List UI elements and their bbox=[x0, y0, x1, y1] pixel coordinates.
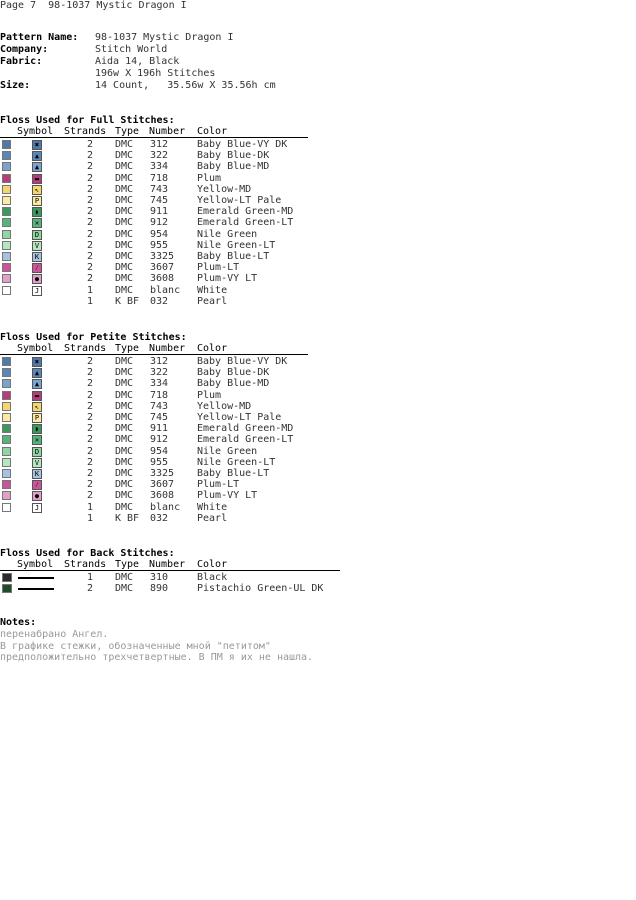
color-swatch bbox=[2, 274, 11, 283]
type-cell: DMC bbox=[115, 501, 134, 513]
color-swatch bbox=[2, 503, 11, 512]
strands-cell: 2 bbox=[87, 273, 94, 285]
stitch-symbol-icon: D bbox=[32, 447, 42, 457]
type-cell: DMC bbox=[115, 412, 134, 423]
number-cell: 745 bbox=[150, 195, 169, 206]
stitch-symbol-icon: ⁄ bbox=[32, 480, 42, 490]
number-cell: 3325 bbox=[150, 468, 175, 479]
color-swatch bbox=[2, 241, 11, 250]
col-header-type: Type bbox=[115, 126, 140, 137]
type-cell: DMC bbox=[115, 195, 134, 206]
stitch-symbol-icon: ↖ bbox=[32, 185, 42, 195]
number-cell: 745 bbox=[150, 412, 169, 423]
type-cell: DMC bbox=[115, 400, 134, 412]
color-name-cell: White bbox=[197, 284, 228, 296]
type-cell: DMC bbox=[115, 367, 134, 379]
type-cell: DMC bbox=[115, 456, 134, 468]
type-cell: K BF bbox=[115, 295, 140, 307]
stitch-symbol-icon: ✖ bbox=[32, 140, 42, 150]
strands-cell: 2 bbox=[87, 389, 94, 401]
color-name-cell: Pearl bbox=[197, 512, 228, 524]
strands-cell: 2 bbox=[87, 206, 94, 218]
number-cell: 718 bbox=[150, 389, 169, 401]
color-name-cell: Emerald Green-LT bbox=[197, 217, 294, 229]
color-swatch bbox=[2, 174, 11, 183]
color-name-cell: Baby Blue-DK bbox=[197, 367, 270, 379]
page-header: Page 7 98-1037 Mystic Dragon I bbox=[0, 0, 187, 11]
color-swatch bbox=[2, 230, 11, 239]
color-swatch bbox=[2, 357, 11, 366]
color-swatch bbox=[2, 480, 11, 489]
color-swatch bbox=[2, 263, 11, 272]
stitch-symbol-icon: D bbox=[32, 230, 42, 240]
number-cell: 890 bbox=[150, 583, 169, 595]
col-header-symbol: Symbol bbox=[17, 126, 54, 137]
number-cell: 312 bbox=[150, 139, 169, 150]
number-cell: 3607 bbox=[150, 262, 175, 274]
stitch-symbol-icon: ◗ bbox=[32, 207, 42, 217]
color-swatch bbox=[2, 424, 11, 433]
color-swatch bbox=[2, 151, 11, 160]
stitch-symbol-icon: ▬ bbox=[32, 174, 42, 184]
color-swatch bbox=[2, 140, 11, 149]
back-section-title: Floss Used for Back Stitches: bbox=[0, 548, 175, 559]
col-header-color: Color bbox=[197, 343, 228, 354]
stitch-symbol-icon: ▲ bbox=[32, 368, 42, 378]
color-name-cell: Plum-VY LT bbox=[197, 490, 258, 502]
color-name-cell: Baby Blue-MD bbox=[197, 161, 270, 173]
color-swatch bbox=[2, 469, 11, 478]
color-swatch bbox=[2, 458, 11, 467]
strands-cell: 2 bbox=[87, 468, 94, 479]
notes-line: перенабрано Ангел. bbox=[0, 629, 109, 640]
col-header-strands: Strands bbox=[64, 126, 107, 137]
color-swatch bbox=[2, 447, 11, 456]
stitch-symbol-icon: J bbox=[32, 286, 42, 296]
notes-line: В графике стежки, обозначенные мной "петитом" bbox=[0, 640, 271, 652]
col-header-symbol: Symbol bbox=[17, 343, 54, 354]
color-name-cell: Yellow-MD bbox=[197, 400, 252, 412]
type-cell: DMC bbox=[115, 150, 134, 162]
number-cell: 322 bbox=[150, 150, 169, 162]
color-name-cell: Nile Green-LT bbox=[197, 456, 276, 468]
col-header-number: Number bbox=[149, 559, 186, 570]
number-cell: 743 bbox=[150, 400, 169, 412]
type-cell: K BF bbox=[115, 512, 140, 524]
info-value: 98-1037 Mystic Dragon I bbox=[95, 32, 234, 43]
type-cell: DMC bbox=[115, 284, 134, 296]
strands-cell: 2 bbox=[87, 400, 94, 412]
color-swatch bbox=[2, 413, 11, 422]
backstitch-line-icon bbox=[18, 577, 54, 579]
col-header-type: Type bbox=[115, 343, 140, 354]
backstitch-line-icon bbox=[18, 588, 54, 590]
info-value: Aida 14, Black bbox=[95, 56, 180, 67]
strands-cell: 2 bbox=[87, 262, 94, 274]
type-cell: DMC bbox=[115, 183, 134, 195]
number-cell: 334 bbox=[150, 378, 169, 390]
number-cell: 322 bbox=[150, 367, 169, 379]
strands-cell: 2 bbox=[87, 456, 94, 468]
number-cell: 3607 bbox=[150, 479, 175, 491]
strands-cell: 1 bbox=[87, 284, 94, 296]
type-cell: DMC bbox=[115, 273, 134, 285]
type-cell: DMC bbox=[115, 572, 134, 583]
color-name-cell: Nile Green bbox=[197, 228, 258, 240]
notes-line: предположительно трехчетвертные. В ПМ я их не нашла. bbox=[0, 652, 314, 663]
color-name-cell: Plum bbox=[197, 389, 222, 401]
color-name-cell: Pearl bbox=[197, 295, 228, 307]
stitch-symbol-icon: K bbox=[32, 252, 42, 262]
color-name-cell: Yellow-MD bbox=[197, 183, 252, 195]
stitch-symbol-icon: V bbox=[32, 458, 42, 468]
strands-cell: 1 bbox=[87, 501, 94, 513]
stitch-symbol-icon: K bbox=[32, 469, 42, 479]
strands-cell: 2 bbox=[87, 251, 94, 262]
stitch-symbol-icon: ● bbox=[32, 491, 42, 501]
petite-section-title: Floss Used for Petite Stitches: bbox=[0, 332, 187, 343]
number-cell: 3608 bbox=[150, 273, 175, 285]
stitch-symbol-icon: ✕ bbox=[32, 435, 42, 445]
color-name-cell: Baby Blue-VY DK bbox=[197, 139, 288, 150]
type-cell: DMC bbox=[115, 161, 134, 173]
info-label: Size: bbox=[0, 80, 31, 91]
color-name-cell: Plum-VY LT bbox=[197, 273, 258, 285]
strands-cell: 2 bbox=[87, 490, 94, 502]
strands-cell: 2 bbox=[87, 183, 94, 195]
strands-cell: 2 bbox=[87, 423, 94, 435]
type-cell: DMC bbox=[115, 139, 134, 150]
stitch-symbol-icon: P bbox=[32, 196, 42, 206]
color-swatch bbox=[2, 491, 11, 500]
stitch-symbol-icon: ⁄ bbox=[32, 263, 42, 273]
strands-cell: 1 bbox=[87, 572, 94, 583]
color-swatch bbox=[2, 185, 11, 194]
color-name-cell: Emerald Green-MD bbox=[197, 206, 294, 218]
col-header-strands: Strands bbox=[64, 343, 107, 354]
color-name-cell: Plum-LT bbox=[197, 479, 240, 491]
color-swatch bbox=[2, 286, 11, 295]
color-swatch bbox=[2, 207, 11, 216]
info-value: 14 Count, 35.56w X 35.56h cm bbox=[95, 80, 276, 91]
header-rule bbox=[0, 570, 340, 571]
stitch-symbol-icon: ◗ bbox=[32, 424, 42, 434]
stitch-symbol-icon: ▲ bbox=[32, 162, 42, 172]
type-cell: DMC bbox=[115, 228, 134, 240]
color-name-cell: Nile Green bbox=[197, 445, 258, 457]
number-cell: 912 bbox=[150, 434, 169, 446]
number-cell: 955 bbox=[150, 239, 169, 251]
type-cell: DMC bbox=[115, 262, 134, 274]
strands-cell: 2 bbox=[87, 434, 94, 446]
color-swatch bbox=[2, 196, 11, 205]
col-header-type: Type bbox=[115, 559, 140, 570]
color-swatch bbox=[2, 379, 11, 388]
type-cell: DMC bbox=[115, 445, 134, 457]
type-cell: DMC bbox=[115, 434, 134, 446]
strands-cell: 2 bbox=[87, 367, 94, 379]
color-swatch bbox=[2, 162, 11, 171]
stitch-symbol-icon: ▲ bbox=[32, 379, 42, 389]
number-cell: 954 bbox=[150, 228, 169, 240]
type-cell: DMC bbox=[115, 172, 134, 184]
number-cell: 955 bbox=[150, 456, 169, 468]
col-header-color: Color bbox=[197, 559, 228, 570]
strands-cell: 2 bbox=[87, 583, 94, 595]
col-header-strands: Strands bbox=[64, 559, 107, 570]
stitch-symbol-icon: P bbox=[32, 413, 42, 423]
col-header-color: Color bbox=[197, 126, 228, 137]
info-label: Pattern Name: bbox=[0, 32, 79, 43]
stitch-symbol-icon: ✕ bbox=[32, 218, 42, 228]
number-cell: 911 bbox=[150, 423, 169, 435]
color-name-cell: Baby Blue-MD bbox=[197, 378, 270, 390]
color-name-cell: Baby Blue-LT bbox=[197, 468, 270, 479]
number-cell: 954 bbox=[150, 445, 169, 457]
info-value: 196w X 196h Stitches bbox=[95, 68, 216, 79]
color-name-cell: Plum-LT bbox=[197, 262, 240, 274]
color-swatch bbox=[2, 584, 12, 593]
info-value: Stitch World bbox=[95, 44, 168, 55]
number-cell: blanc bbox=[150, 284, 181, 296]
col-header-number: Number bbox=[149, 343, 186, 354]
strands-cell: 2 bbox=[87, 356, 94, 367]
type-cell: DMC bbox=[115, 479, 134, 491]
color-swatch bbox=[2, 573, 12, 582]
strands-cell: 2 bbox=[87, 195, 94, 206]
color-name-cell: White bbox=[197, 501, 228, 513]
color-name-cell: Baby Blue-VY DK bbox=[197, 356, 288, 367]
stitch-symbol-icon: ▲ bbox=[32, 151, 42, 161]
stitch-symbol-icon: ● bbox=[32, 274, 42, 284]
number-cell: 312 bbox=[150, 356, 169, 367]
number-cell: 334 bbox=[150, 161, 169, 173]
number-cell: 032 bbox=[150, 512, 169, 524]
color-swatch bbox=[2, 252, 11, 261]
notes-title: Notes: bbox=[0, 617, 37, 628]
strands-cell: 2 bbox=[87, 161, 94, 173]
strands-cell: 2 bbox=[87, 445, 94, 457]
type-cell: DMC bbox=[115, 239, 134, 251]
strands-cell: 1 bbox=[87, 295, 94, 307]
number-cell: 3608 bbox=[150, 490, 175, 502]
color-swatch bbox=[2, 368, 11, 377]
number-cell: 743 bbox=[150, 183, 169, 195]
strands-cell: 2 bbox=[87, 239, 94, 251]
full-section-title: Floss Used for Full Stitches: bbox=[0, 115, 175, 126]
strands-cell: 2 bbox=[87, 412, 94, 423]
number-cell: 3325 bbox=[150, 251, 175, 262]
color-name-cell: Emerald Green-LT bbox=[197, 434, 294, 446]
color-name-cell: Pistachio Green-UL DK bbox=[197, 583, 324, 595]
color-swatch bbox=[2, 435, 11, 444]
type-cell: DMC bbox=[115, 468, 134, 479]
stitch-symbol-icon: J bbox=[32, 503, 42, 513]
type-cell: DMC bbox=[115, 583, 134, 595]
strands-cell: 1 bbox=[87, 512, 94, 524]
stitch-symbol-icon: ✖ bbox=[32, 357, 42, 367]
strands-cell: 2 bbox=[87, 228, 94, 240]
strands-cell: 2 bbox=[87, 479, 94, 491]
color-name-cell: Nile Green-LT bbox=[197, 239, 276, 251]
number-cell: 911 bbox=[150, 206, 169, 218]
stitch-symbol-icon: ▬ bbox=[32, 391, 42, 401]
col-header-symbol: Symbol bbox=[17, 559, 54, 570]
type-cell: DMC bbox=[115, 490, 134, 502]
color-name-cell: Plum bbox=[197, 172, 222, 184]
strands-cell: 2 bbox=[87, 172, 94, 184]
stitch-symbol-icon: V bbox=[32, 241, 42, 251]
strands-cell: 2 bbox=[87, 139, 94, 150]
number-cell: 912 bbox=[150, 217, 169, 229]
color-name-cell: Emerald Green-MD bbox=[197, 423, 294, 435]
number-cell: 032 bbox=[150, 295, 169, 307]
type-cell: DMC bbox=[115, 206, 134, 218]
type-cell: DMC bbox=[115, 389, 134, 401]
color-swatch bbox=[2, 391, 11, 400]
color-name-cell: Yellow-LT Pale bbox=[197, 195, 282, 206]
number-cell: 310 bbox=[150, 572, 169, 583]
color-name-cell: Black bbox=[197, 572, 228, 583]
strands-cell: 2 bbox=[87, 378, 94, 390]
number-cell: blanc bbox=[150, 501, 181, 513]
type-cell: DMC bbox=[115, 378, 134, 390]
color-name-cell: Baby Blue-LT bbox=[197, 251, 270, 262]
type-cell: DMC bbox=[115, 251, 134, 262]
type-cell: DMC bbox=[115, 423, 134, 435]
strands-cell: 2 bbox=[87, 217, 94, 229]
color-name-cell: Baby Blue-DK bbox=[197, 150, 270, 162]
info-label: Company: bbox=[0, 44, 49, 55]
number-cell: 718 bbox=[150, 172, 169, 184]
header-rule bbox=[0, 137, 308, 138]
type-cell: DMC bbox=[115, 356, 134, 367]
col-header-number: Number bbox=[149, 126, 186, 137]
color-swatch bbox=[2, 218, 11, 227]
color-name-cell: Yellow-LT Pale bbox=[197, 412, 282, 423]
strands-cell: 2 bbox=[87, 150, 94, 162]
type-cell: DMC bbox=[115, 217, 134, 229]
color-swatch bbox=[2, 402, 11, 411]
info-label: Fabric: bbox=[0, 56, 43, 67]
stitch-symbol-icon: ↖ bbox=[32, 402, 42, 412]
header-rule bbox=[0, 354, 308, 355]
